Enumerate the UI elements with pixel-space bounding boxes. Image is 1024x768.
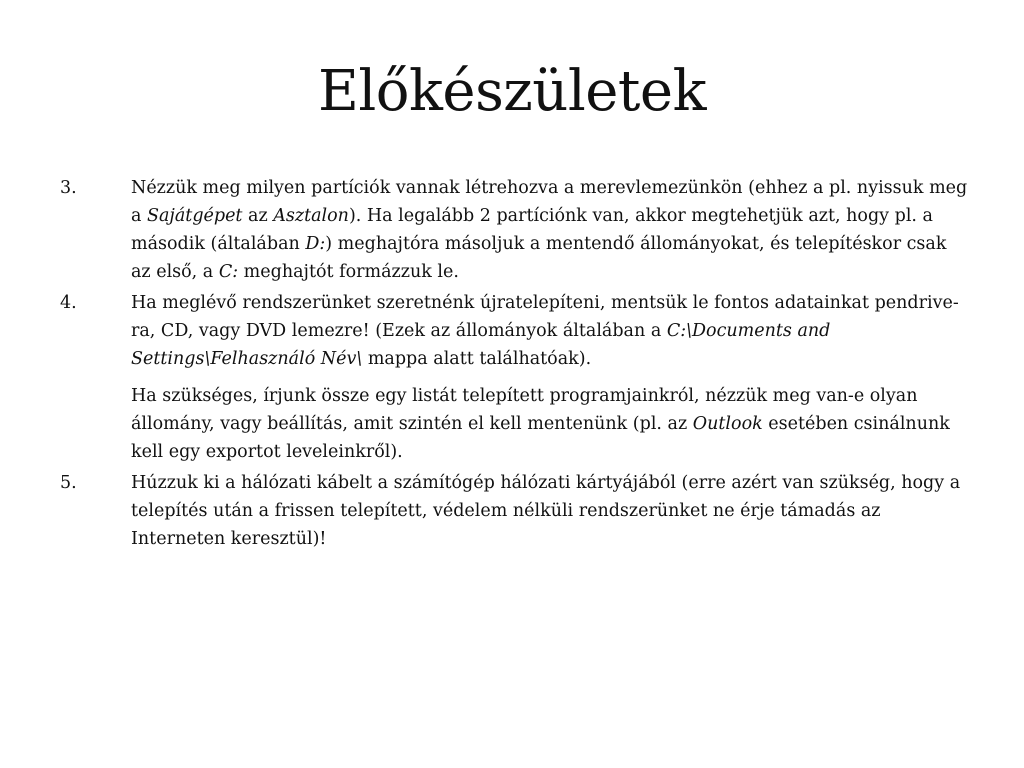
paragraph	[131, 382, 970, 466]
text-segment: meghajtót formázzuk le.	[238, 262, 459, 282]
text-segment: Húzzuk ki a hálózati kábelt a számítógép hálózati kártyájából (erre azért van szükség, hogy a telepítés után a frissen telepített, védelem nélküli rendszerünket ne érje támadás az Interneten keresztül)!	[131, 473, 961, 549]
text-segment: az	[242, 206, 274, 226]
list-item-number: 3.	[60, 178, 77, 198]
list-item-number: 4.	[60, 293, 77, 313]
list-item-number: 5.	[60, 473, 77, 493]
text-segment: Ha meglévő rendszerünket szeretnénk újratelepíteni, mentsük le fontos adatainkat pendrive-ra, CD, vagy DVD lemezre! (Ezek az állományok általában a	[131, 293, 959, 341]
italic-segment: Asztalon	[273, 206, 349, 226]
list-item-3	[60, 174, 970, 286]
italic-segment: C:\Documents and Settings\Felhasználó Név\	[131, 321, 831, 369]
text-segment: ) meghajtóra másoljuk a mentendő állományokat, és telepítéskor csak az első, a	[131, 234, 947, 282]
slide-title: Előkészületek	[317, 59, 706, 124]
italic-segment: Outlook	[692, 414, 763, 434]
list-item-4	[60, 289, 970, 466]
paragraph	[131, 469, 970, 553]
paragraph	[131, 174, 970, 286]
paragraph	[131, 289, 970, 373]
italic-segment: Sajátgépet	[147, 206, 243, 226]
slide-content	[60, 174, 970, 556]
list-item-5	[60, 469, 970, 553]
text-segment: esetében csinálnunk kell egy exportot leveleinkről).	[131, 414, 950, 462]
text-segment: Nézzük meg milyen partíciók vannak létrehozva a merevlemezünkön (ehhez a pl. nyissuk meg a	[131, 178, 968, 226]
list-item-body	[131, 469, 970, 553]
list-item-body	[131, 289, 970, 466]
text-segment: ). Ha legalább 2 partíciónk van, akkor megtehetjük azt, hogy pl. a második (általában	[131, 206, 933, 254]
text-segment: mappa alatt találhatóak).	[362, 349, 592, 369]
list-item-body	[131, 174, 970, 286]
text-segment: Ha szükséges, írjunk össze egy listát telepített programjainkról, nézzük meg van-e olyan állomány, vagy beállítás, amit szintén el kell mentenünk (pl. az	[131, 386, 918, 434]
italic-segment: C:	[218, 262, 239, 282]
italic-segment: D:	[305, 234, 326, 254]
